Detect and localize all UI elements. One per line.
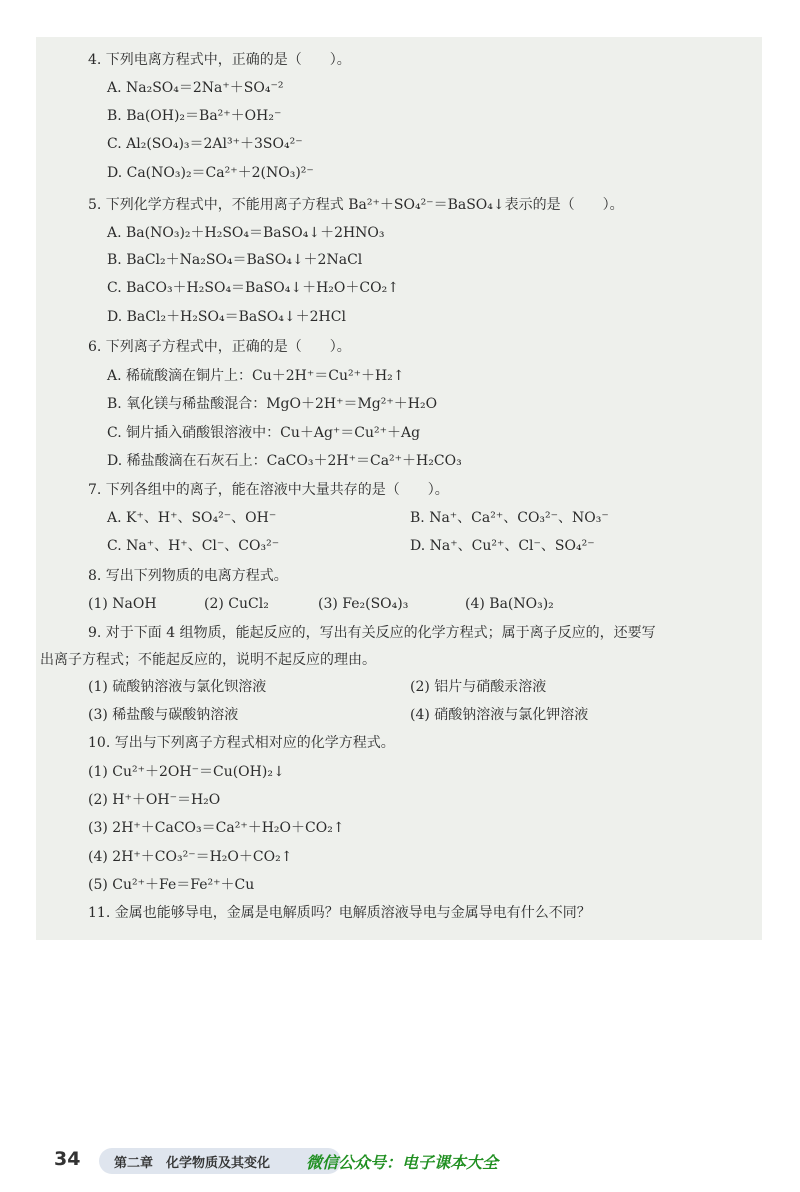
question-5-option-c: C. BaCO₃＋H₂SO₄＝BaSO₄↓＋H₂O＋CO₂↑ (107, 280, 399, 296)
question-9-title-line-1: 9. 对于下面 4 组物质，能起反应的，写出有关反应的化学方程式；属于离子反应的，还要写 (88, 625, 656, 641)
question-7-option-c: C. Na⁺、H⁺、Cl⁻、CO₃²⁻ (107, 538, 280, 554)
watermark-text: 微信公众号：电子课本大全 (306, 1153, 499, 1172)
question-4-option-d: D. Ca(NO₃)₂＝Ca²⁺＋2(NO₃)²⁻ (107, 165, 314, 181)
question-7-option-b: B. Na⁺、Ca²⁺、CO₃²⁻、NO₃⁻ (410, 510, 609, 526)
question-8-item-3: (3) Fe₂(SO₄)₃ (318, 596, 409, 612)
question-11-title: 11. 金属也能够导电，金属是电解质吗？电解质溶液导电与金属导电有什么不同？ (88, 905, 591, 921)
question-9-item-4: (4) 硝酸钠溶液与氯化钾溶液 (410, 707, 589, 723)
question-4-option-a: A. Na₂SO₄＝2Na⁺＋SO₄⁻² (107, 80, 284, 96)
question-8-title: 8. 写出下列物质的电离方程式。 (88, 568, 288, 584)
question-4-option-c: C. Al₂(SO₄)₃＝2Al³⁺＋3SO₄²⁻ (107, 136, 303, 152)
question-5-option-a: A. Ba(NO₃)₂＋H₂SO₄＝BaSO₄↓＋2HNO₃ (107, 225, 385, 241)
question-9-item-1: (1) 硫酸钠溶液与氯化钡溶液 (88, 679, 267, 695)
question-10-item-3: (3) 2H⁺＋CaCO₃＝Ca²⁺＋H₂O＋CO₂↑ (88, 820, 345, 836)
question-10-item-5: (5) Cu²⁺＋Fe＝Fe²⁺＋Cu (88, 877, 255, 893)
question-7-title: 7. 下列各组中的离子，能在溶液中大量共存的是（ ）。 (88, 482, 449, 498)
question-10-item-1: (1) Cu²⁺＋2OH⁻＝Cu(OH)₂↓ (88, 764, 285, 780)
question-8-item-2: (2) CuCl₂ (204, 596, 269, 612)
question-6-option-b: B. 氧化镁与稀盐酸混合：MgO＋2H⁺＝Mg²⁺＋H₂O (107, 396, 438, 412)
question-6-option-d: D. 稀盐酸滴在石灰石上：CaCO₃＋2H⁺＝Ca²⁺＋H₂CO₃ (107, 453, 462, 469)
question-4-option-b: B. Ba(OH)₂＝Ba²⁺＋OH₂⁻ (107, 108, 282, 124)
page-number: 34 (54, 1148, 81, 1170)
question-10-title: 10. 写出与下列离子方程式相对应的化学方程式。 (88, 735, 395, 751)
question-9-item-2: (2) 铝片与硝酸汞溶液 (410, 679, 547, 695)
question-7-option-d: D. Na⁺、Cu²⁺、Cl⁻、SO₄²⁻ (410, 538, 595, 554)
question-5-option-b: B. BaCl₂＋Na₂SO₄＝BaSO₄↓＋2NaCl (107, 252, 363, 268)
question-4-title: 4. 下列电离方程式中，正确的是（ ）。 (88, 52, 351, 68)
question-6-option-c: C. 铜片插入硝酸银溶液中：Cu＋Ag⁺＝Cu²⁺＋Ag (107, 425, 421, 441)
question-8-item-4: (4) Ba(NO₃)₂ (465, 596, 554, 612)
question-6-option-a: A. 稀硫酸滴在铜片上：Cu＋2H⁺＝Cu²⁺＋H₂↑ (107, 368, 405, 384)
chapter-title: 第二章 化学物质及其变化 (114, 1156, 271, 1171)
question-7-option-a: A. K⁺、H⁺、SO₄²⁻、OH⁻ (107, 510, 277, 526)
question-6-title: 6. 下列离子方程式中，正确的是（ ）。 (88, 339, 351, 355)
question-10-item-2: (2) H⁺＋OH⁻＝H₂O (88, 792, 221, 808)
question-9-item-3: (3) 稀盐酸与碳酸钠溶液 (88, 707, 239, 723)
question-5-option-d: D. BaCl₂＋H₂SO₄＝BaSO₄↓＋2HCl (107, 309, 346, 325)
question-5-title: 5. 下列化学方程式中，不能用离子方程式 Ba²⁺＋SO₄²⁻＝BaSO₄↓表示的是（ ）。 (88, 197, 624, 213)
question-9-title-line-2: 出离子方程式；不能起反应的，说明不起反应的理由。 (40, 652, 376, 668)
question-8-item-1: (1) NaOH (88, 596, 157, 612)
question-10-item-4: (4) 2H⁺＋CO₃²⁻＝H₂O＋CO₂↑ (88, 849, 293, 865)
